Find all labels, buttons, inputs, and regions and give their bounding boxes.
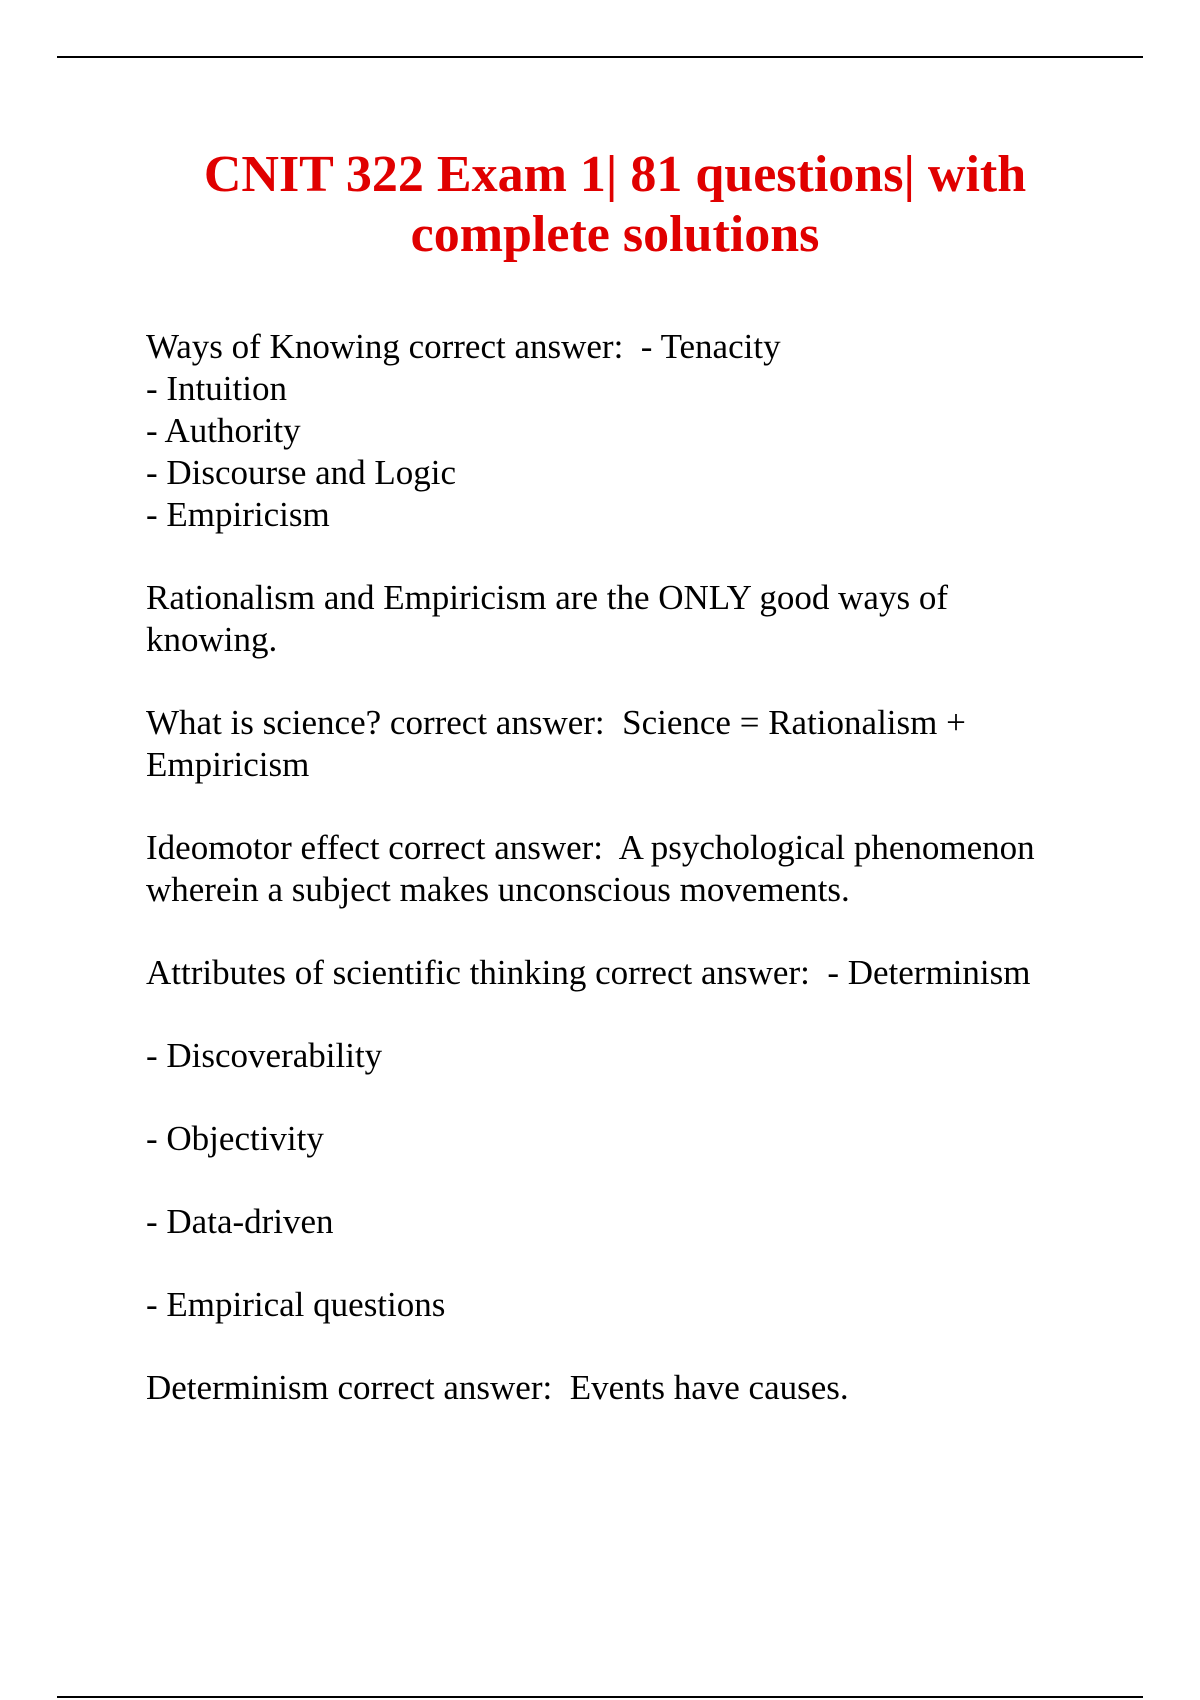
qa-determinism (146, 1367, 1106, 1409)
text-line: wherein a subject makes unconscious movements. (146, 870, 850, 909)
text-line: Attributes of scientific thinking correct answer: - Determinism (146, 953, 1031, 992)
text-line: - Discoverability (146, 1036, 383, 1075)
header-rule (57, 56, 1143, 58)
list-item-data-driven (146, 1201, 1106, 1243)
qa-ideomotor-effect (146, 827, 1106, 911)
text-line: - Data-driven (146, 1202, 334, 1241)
qa-rationalism (146, 577, 1106, 661)
qa-ways-of-knowing (146, 326, 1106, 536)
paragraph-gap (146, 786, 1106, 827)
paragraph-gap (146, 1160, 1106, 1201)
document-title-line-2: complete solutions (410, 206, 820, 263)
document-title-line-1: CNIT 322 Exam 1| 81 questions| with (203, 146, 1027, 203)
text-line: - Authority (146, 411, 301, 450)
paragraph-gap (146, 1077, 1106, 1118)
list-item-empirical-questions (146, 1284, 1106, 1326)
list-item-discoverability (146, 1035, 1106, 1077)
text-line: - Discourse and Logic (146, 453, 457, 492)
qa-what-is-science (146, 702, 1106, 786)
text-line: - Empiricism (146, 495, 330, 534)
text-line: Rationalism and Empiricism are the ONLY good ways of (146, 578, 948, 617)
text-line: - Objectivity (146, 1119, 324, 1158)
document-body (146, 326, 1106, 1409)
text-line: Ideomotor effect correct answer: A psychological phenomenon (146, 828, 1035, 867)
text-line: Determinism correct answer: Events have causes. (146, 1368, 849, 1407)
document-title (120, 145, 1110, 265)
paragraph-gap (146, 661, 1106, 702)
qa-attributes-scientific-thinking (146, 952, 1106, 994)
paragraph-gap (146, 911, 1106, 952)
paragraph-gap (146, 1243, 1106, 1284)
text-line: Empiricism (146, 745, 310, 784)
paragraph-gap (146, 536, 1106, 577)
text-line: - Empirical questions (146, 1285, 446, 1324)
list-item-objectivity (146, 1118, 1106, 1160)
text-line: Ways of Knowing correct answer: - Tenacity (146, 327, 781, 366)
text-line: - Intuition (146, 369, 287, 408)
paragraph-gap (146, 994, 1106, 1035)
footer-rule (57, 1696, 1143, 1698)
paragraph-gap (146, 1326, 1106, 1367)
text-line: What is science? correct answer: Science = Rationalism + (146, 703, 966, 742)
text-line: knowing. (146, 620, 278, 659)
